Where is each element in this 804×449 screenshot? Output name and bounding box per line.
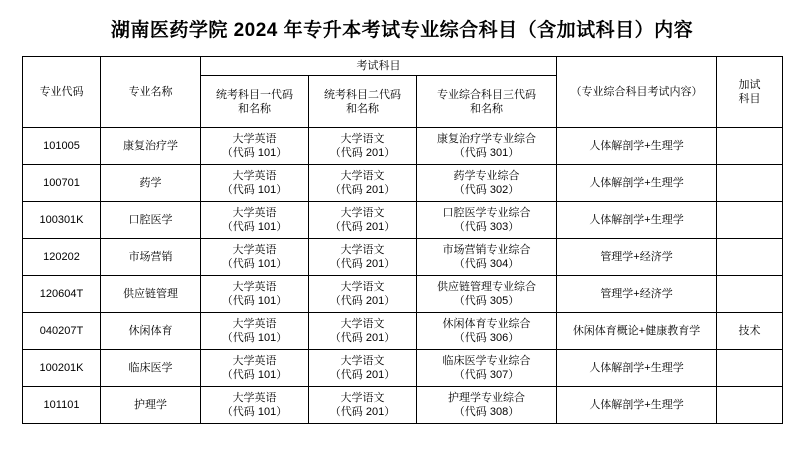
- cell-subject-two-title: 大学语文: [340, 133, 385, 145]
- cell-subject-one-code: （代码 101）: [221, 332, 288, 345]
- cell-subject-three-code: （代码 303）: [453, 221, 520, 234]
- cell-subject-one-code: （代码 101）: [221, 295, 288, 308]
- cell-subject-three-title: 口腔医学专业综合: [442, 207, 531, 219]
- cell-extra-subject: [717, 387, 783, 424]
- cell-extra-subject: [717, 165, 783, 202]
- cell-subject-one-title: 大学英语: [232, 392, 277, 404]
- cell-subject-two: [309, 276, 417, 313]
- cell-subject-two-title: 大学语文: [340, 281, 385, 293]
- header-extra-subject-line1: 加试: [738, 78, 761, 91]
- cell-major-code: 101005: [23, 128, 101, 165]
- cell-exam-content: 人体解剖学+生理学: [557, 202, 717, 239]
- cell-subject-two-title: 大学语文: [340, 207, 385, 219]
- table-row: [23, 350, 783, 387]
- header-subject-two-line2: 和名称: [346, 102, 379, 115]
- cell-exam-content: 人体解剖学+生理学: [557, 165, 717, 202]
- cell-subject-three-code: （代码 301）: [453, 147, 520, 160]
- cell-subject-one-code: （代码 101）: [221, 258, 288, 271]
- cell-subject-two-title: 大学语文: [340, 355, 385, 367]
- cell-extra-subject: [717, 202, 783, 239]
- cell-major-code: 101101: [23, 387, 101, 424]
- cell-exam-content: 管理学+经济学: [557, 276, 717, 313]
- table-row: [23, 128, 783, 165]
- cell-subject-three-title: 供应链管理专业综合: [437, 281, 537, 293]
- header-subject-three-line2: 和名称: [470, 102, 504, 115]
- cell-extra-subject: [717, 276, 783, 313]
- cell-subject-two: [309, 387, 417, 424]
- cell-extra-subject: 技术: [717, 313, 783, 350]
- cell-subject-two-code: （代码 201）: [329, 332, 396, 345]
- cell-subject-one-title: 大学英语: [232, 170, 277, 182]
- header-subject-one-line2: 和名称: [238, 102, 271, 115]
- header-subject-one-line1: 统考科目一代码: [216, 88, 293, 101]
- cell-subject-two-title: 大学语文: [340, 170, 385, 182]
- cell-subject-three: [417, 165, 557, 202]
- cell-subject-two-code: （代码 201）: [329, 258, 396, 271]
- cell-subject-one-code: （代码 101）: [221, 221, 288, 234]
- cell-subject-three: [417, 276, 557, 313]
- cell-subject-one: [201, 165, 309, 202]
- cell-major-name: 口腔医学: [101, 202, 201, 239]
- cell-extra-subject: [717, 350, 783, 387]
- table-row: [23, 239, 783, 276]
- cell-major-name: 康复治疗学: [101, 128, 201, 165]
- cell-major-name: 护理学: [101, 387, 201, 424]
- cell-subject-one-title: 大学英语: [232, 207, 277, 219]
- table-header: [23, 57, 783, 128]
- cell-subject-three-title: 康复治疗学专业综合: [437, 133, 537, 145]
- cell-subject-two-code: （代码 201）: [329, 369, 396, 382]
- cell-subject-three: [417, 350, 557, 387]
- cell-subject-three-code: （代码 306）: [453, 332, 520, 345]
- table-header-group-row: [23, 57, 783, 76]
- cell-subject-three-title: 休闲体育专业综合: [442, 318, 531, 330]
- cell-subject-two-title: 大学语文: [340, 392, 385, 404]
- cell-subject-two: [309, 350, 417, 387]
- cell-subject-one: [201, 276, 309, 313]
- cell-subject-three-title: 护理学专业综合: [448, 392, 526, 404]
- header-major-name: 专业名称: [101, 57, 201, 128]
- cell-major-name: 市场营销: [101, 239, 201, 276]
- header-exam-subjects-group: 考试科目: [201, 57, 557, 76]
- page-title: 湖南医药学院 2024 年专升本考试专业综合科目（含加试科目）内容: [110, 20, 694, 41]
- cell-exam-content: 管理学+经济学: [557, 239, 717, 276]
- cell-major-name: 药学: [101, 165, 201, 202]
- cell-subject-three-code: （代码 307）: [453, 369, 520, 382]
- cell-subject-three-title: 市场营销专业综合: [442, 244, 531, 256]
- table-body: [23, 128, 783, 424]
- exam-subjects-table: [22, 56, 783, 424]
- header-subject-two-line1: 统考科目二代码: [324, 88, 401, 101]
- cell-extra-subject: [717, 128, 783, 165]
- cell-exam-content: 休闲体育概论+健康教育学: [557, 313, 717, 350]
- cell-subject-two-code: （代码 201）: [329, 295, 396, 308]
- header-extra-subject: [717, 57, 783, 128]
- cell-subject-two-title: 大学语文: [340, 318, 385, 330]
- cell-subject-two-code: （代码 201）: [329, 184, 396, 197]
- cell-subject-three-code: （代码 305）: [453, 295, 520, 308]
- table-row: [23, 165, 783, 202]
- cell-subject-one: [201, 313, 309, 350]
- cell-subject-one-code: （代码 101）: [221, 369, 288, 382]
- header-extra-subject-line2: 科目: [738, 93, 761, 106]
- table-row: [23, 276, 783, 313]
- header-exam-content: （专业综合科目考试内容）: [557, 57, 717, 128]
- cell-major-code: 100701: [23, 165, 101, 202]
- cell-subject-two: [309, 165, 417, 202]
- cell-major-name: 休闲体育: [101, 313, 201, 350]
- cell-subject-two: [309, 239, 417, 276]
- cell-subject-one: [201, 202, 309, 239]
- cell-subject-one: [201, 350, 309, 387]
- cell-exam-content: 人体解剖学+生理学: [557, 350, 717, 387]
- cell-major-code: 040207T: [23, 313, 101, 350]
- cell-major-code: 120202: [23, 239, 101, 276]
- header-subject-three: [417, 76, 557, 128]
- cell-subject-one: [201, 128, 309, 165]
- cell-subject-three: [417, 202, 557, 239]
- cell-subject-two: [309, 313, 417, 350]
- cell-subject-three-title: 药学专业综合: [453, 170, 520, 182]
- cell-subject-one-title: 大学英语: [232, 318, 277, 330]
- cell-subject-three: [417, 239, 557, 276]
- cell-extra-subject: [717, 239, 783, 276]
- cell-subject-two-title: 大学语文: [340, 244, 385, 256]
- cell-subject-one-code: （代码 101）: [221, 184, 288, 197]
- cell-exam-content: 人体解剖学+生理学: [557, 128, 717, 165]
- header-subject-two: [309, 76, 417, 128]
- cell-subject-three: [417, 387, 557, 424]
- cell-subject-one-title: 大学英语: [232, 281, 277, 293]
- cell-major-code: 100201K: [23, 350, 101, 387]
- cell-major-code: 100301K: [23, 202, 101, 239]
- cell-major-name: 供应链管理: [101, 276, 201, 313]
- cell-subject-three-title: 临床医学专业综合: [442, 355, 531, 367]
- cell-subject-one-code: （代码 101）: [221, 406, 288, 419]
- cell-subject-three-code: （代码 308）: [453, 406, 520, 419]
- cell-subject-one: [201, 239, 309, 276]
- header-subject-one: [201, 76, 309, 128]
- cell-subject-three: [417, 313, 557, 350]
- cell-subject-two-code: （代码 201）: [329, 221, 396, 234]
- table-row: [23, 387, 783, 424]
- cell-major-code: 120604T: [23, 276, 101, 313]
- cell-subject-one-title: 大学英语: [232, 244, 277, 256]
- cell-subject-three-code: （代码 302）: [453, 184, 520, 197]
- cell-subject-two: [309, 202, 417, 239]
- cell-subject-two: [309, 128, 417, 165]
- table-row: [23, 313, 783, 350]
- header-major-code: 专业代码: [23, 57, 101, 128]
- cell-subject-two-code: （代码 201）: [329, 147, 396, 160]
- cell-subject-one-code: （代码 101）: [221, 147, 288, 160]
- table-container: [0, 56, 804, 424]
- cell-major-name: 临床医学: [101, 350, 201, 387]
- cell-subject-two-code: （代码 201）: [329, 406, 396, 419]
- cell-exam-content: 人体解剖学+生理学: [557, 387, 717, 424]
- cell-subject-three-code: （代码 304）: [453, 258, 520, 271]
- cell-subject-one: [201, 387, 309, 424]
- cell-subject-one-title: 大学英语: [232, 133, 277, 145]
- cell-subject-one-title: 大学英语: [232, 355, 277, 367]
- table-row: [23, 202, 783, 239]
- cell-subject-three: [417, 128, 557, 165]
- header-subject-three-line1: 专业综合科目三代码: [437, 88, 537, 101]
